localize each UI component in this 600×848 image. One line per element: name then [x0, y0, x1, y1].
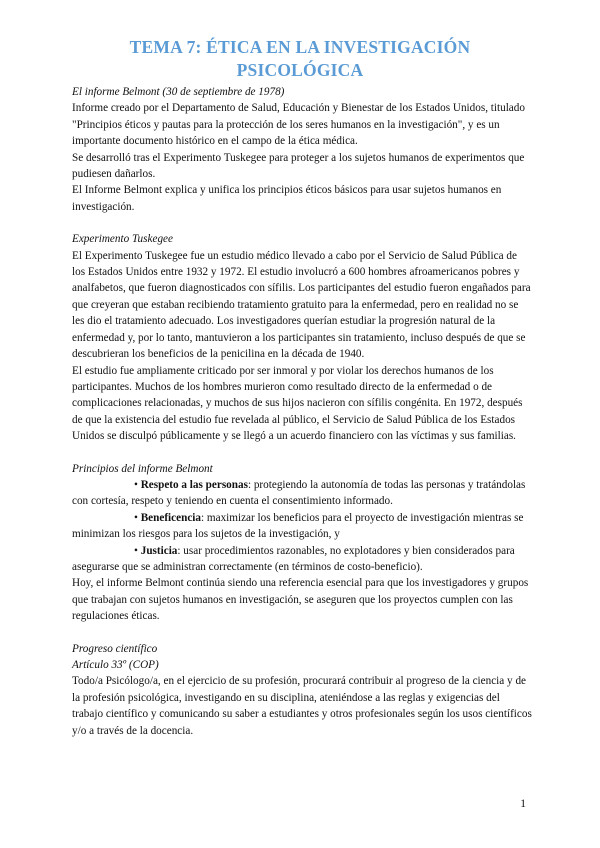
- tuskegee-paragraph-2: El estudio fue ampliamente criticado por ser inmoral y por violar los derechos humanos de los participantes. Muchos de los hombres murieron como resultado directo de la enfermedad o de complicaciones relacionadas, y muchos de sus hijos nacieron con sífilis congénita. En 1972, después de que la existencia del estudio fue revelada al público, el Servicio de Salud Pública de los Estados Unidos se disculpó públicamente y se llegó a un acuerdo financiero con las víctimas y sus familias.: [72, 364, 523, 443]
- tuskegee-paragraph-1: El Experimento Tuskegee fue un estudio médico llevado a cabo por el Servicio de Salud Pública de los Estados Unidos entre 1932 y 1972. El estudio involucró a 600 hombres afroamericanos pobres y analfabetos, que fueron diagnosticados con sífilis. Los participantes del estudio fueron engañados para que creyeran que estaban recibiendo tratamiento gratuito para la enfermedad, pero en realidad no se les dio el tratamiento adecuado. Los investigadores querían estudiar la progresión natural de la enfermedad y, por lo tanto, mantuvieron a los participantes sin tratamiento, incluso después de que se descubrieran los beneficios de la penicilina en la década de 1940.: [72, 249, 531, 361]
- page-number: 1: [520, 798, 526, 810]
- progreso-paragraph-1: Todo/a Psicólogo/a, en el ejercicio de su profesión, procurará contribuir al progreso de la ciencia y de la profesión psicológica, investigando en su disciplina, ateniéndose a las reglas y exigencias del trabajo científico y comunicando su saber a estudiantes y otros profesionales según los usos científicos y/o a través de la docencia.: [72, 675, 532, 737]
- bullet-marker: •: [134, 544, 138, 557]
- bullet-beneficencia: [72, 510, 532, 543]
- bullet-marker: •: [134, 478, 138, 491]
- section-heading-tuskegee: Experimento Tuskegee: [72, 233, 173, 246]
- bullet-term: Respeto a las personas: [140, 478, 248, 491]
- belmont-paragraph-2: Se desarrolló tras el Experimento Tuskegee para proteger a los sujetos humanos de experimentos que pudiesen dañarlos.: [72, 151, 525, 181]
- section-heading-principios: Principios del informe Belmont: [72, 462, 213, 475]
- section-heading-belmont: El informe Belmont (30 de septiembre de 1978): [72, 86, 285, 98]
- bullet-term: Beneficencia: [140, 511, 201, 524]
- article-subheading: Artículo 33º (COP): [72, 659, 159, 671]
- document-body: [72, 84, 532, 739]
- section-heading-progreso: Progreso científico: [72, 642, 158, 655]
- principios-closing: Hoy, el informe Belmont continúa siendo una referencia esencial para que los investigadores y grupos que trabajan con sujetos humanos en investigación, se aseguren que los proyectos cumplen con las regulaciones éticas.: [72, 577, 529, 623]
- bullet-marker: •: [134, 511, 138, 524]
- bullet-justicia: [72, 543, 532, 576]
- document-title: TEMA 7: ÉTICA EN LA INVESTIGACIÓN PSICOLÓGICA: [129, 37, 471, 80]
- bullet-text: : maximizar los beneficios para el proyecto de investigación mientras se minimizan los riesgos para los sujetos de la investigación, y: [72, 511, 524, 541]
- bullet-respeto: [72, 477, 532, 510]
- belmont-paragraph-3: El Informe Belmont explica y unifica los principios éticos básicos para usar sujetos humanos en investigación.: [72, 184, 502, 213]
- bullet-text: : usar procedimientos razonables, no explotadores y bien considerados para asegurarse que se administran correctamente (en términos de costo-beneficio).: [72, 544, 515, 573]
- belmont-paragraph-1: Informe creado por el Departamento de Salud, Educación y Bienestar de los Estados Unidos, titulado "Principios éticos y pautas para la protección de los seres humanos en la investigación", y es un importante documento histórico en el campo de la ética médica.: [72, 102, 525, 148]
- bullet-text: : protegiendo la autonomía de todas las personas y tratándolas con cortesía, respeto y teniendo en cuenta el consentimiento informado.: [72, 478, 526, 508]
- bullet-term: Justicia: [140, 544, 178, 557]
